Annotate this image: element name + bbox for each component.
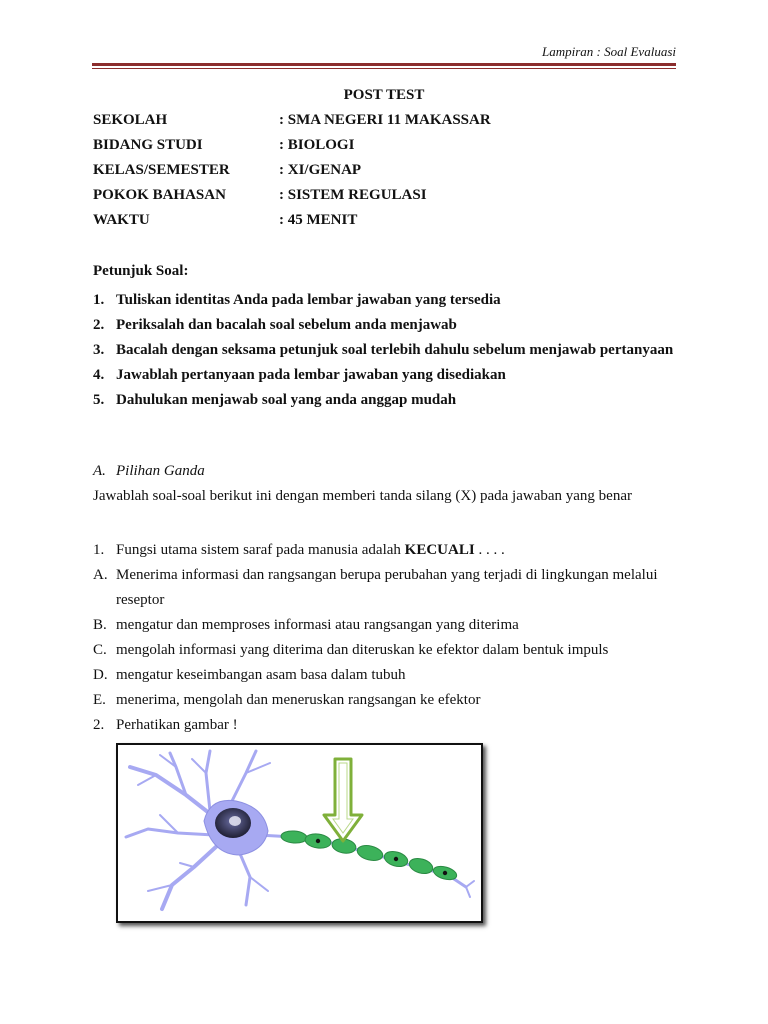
header-rule-thin <box>92 68 676 69</box>
identity-value: : 45 MENIT <box>279 212 358 228</box>
section-multiple-choice <box>93 463 676 513</box>
option-letter: E. <box>93 692 106 708</box>
section-description: Jawablah soal-soal berikut ini dengan memberi tanda silang (X) pada jawaban yang benar <box>93 488 632 504</box>
instructions <box>93 263 676 413</box>
answer-option <box>93 563 683 613</box>
page-title: POST TEST <box>343 87 425 103</box>
option-letter: C. <box>93 642 107 658</box>
instruction-number: 3. <box>93 342 105 358</box>
questions <box>93 538 683 738</box>
identity-value: : XI/GENAP <box>279 162 362 178</box>
answer-option <box>93 688 683 713</box>
question-1 <box>93 538 683 563</box>
answer-option <box>93 663 683 688</box>
option-text: mengolah informasi yang diterima dan diteruskan ke efektor dalam bentuk impuls <box>116 642 609 658</box>
identity-label: BIDANG STUDI <box>93 137 203 153</box>
question-text: Perhatikan gambar ! <box>116 717 238 733</box>
option-letter: D. <box>93 667 108 683</box>
option-text: mengatur keseimbangan asam basa dalam tubuh <box>116 667 406 683</box>
instruction-number: 1. <box>93 292 105 308</box>
instruction-text: Jawablah pertanyaan pada lembar jawaban yang disediakan <box>116 367 506 383</box>
instruction-item <box>93 388 676 413</box>
question-number: 1. <box>93 542 105 558</box>
question-text <box>116 538 505 563</box>
identity-value: : BIOLOGI <box>279 137 355 153</box>
option-letter: B. <box>93 617 107 633</box>
option-text: Menerima informasi dan rangsangan berupa perubahan yang terjadi di lingkungan melalui reseptor <box>116 567 658 608</box>
identity-label: POKOK BAHASAN <box>93 187 226 203</box>
question-2 <box>93 713 683 738</box>
instruction-text: Bacalah dengan seksama petunjuk soal terlebih dahulu sebelum menjawab pertanyaan <box>116 342 674 358</box>
instruction-text: Periksalah dan bacalah soal sebelum anda menjawab <box>116 317 457 333</box>
option-text: menerima, mengolah dan meneruskan rangsangan ke efektor <box>116 692 481 708</box>
identity-value: : SMA NEGERI 11 MAKASSAR <box>279 112 491 128</box>
instructions-heading: Petunjuk Soal: <box>93 263 189 279</box>
section-title <box>93 463 676 488</box>
identity-label: WAKTU <box>93 212 150 228</box>
appendix-header-note: Lampiran : Soal Evaluasi <box>542 44 676 59</box>
instruction-item <box>93 288 676 313</box>
section-title-text: Pilihan Ganda <box>116 463 205 479</box>
question-text-before: Fungsi utama sistem saraf pada manusia adalah <box>116 542 405 558</box>
instruction-number: 2. <box>93 317 105 333</box>
question-emphasis: KECUALI <box>404 542 475 558</box>
identity-row <box>93 212 491 237</box>
neuron-illustration-icon <box>118 745 481 921</box>
identity-table <box>93 112 491 237</box>
question-number: 2. <box>93 717 105 733</box>
instruction-item <box>93 363 676 388</box>
answer-option <box>93 638 683 663</box>
option-text: mengatur dan memproses informasi atau rangsangan yang diterima <box>116 617 519 633</box>
instruction-text: Tuliskan identitas Anda pada lembar jawaban yang tersedia <box>116 292 501 308</box>
instruction-text: Dahulukan menjawab soal yang anda anggap mudah <box>116 392 457 408</box>
instruction-number: 5. <box>93 392 105 408</box>
answer-option <box>93 613 683 638</box>
instruction-number: 4. <box>93 367 105 383</box>
identity-value: : SISTEM REGULASI <box>279 187 427 203</box>
instruction-item <box>93 338 676 363</box>
option-letter: A. <box>93 567 108 583</box>
question-text-after: . . . . <box>474 542 505 558</box>
instruction-item <box>93 313 676 338</box>
header-rule <box>92 63 676 66</box>
section-letter: A. <box>93 463 106 479</box>
identity-label: SEKOLAH <box>93 112 168 128</box>
identity-row <box>93 112 491 137</box>
identity-row <box>93 137 491 162</box>
identity-label: KELAS/SEMESTER <box>93 162 230 178</box>
identity-row <box>93 162 491 187</box>
identity-row <box>93 187 491 212</box>
neuron-figure <box>116 743 483 923</box>
